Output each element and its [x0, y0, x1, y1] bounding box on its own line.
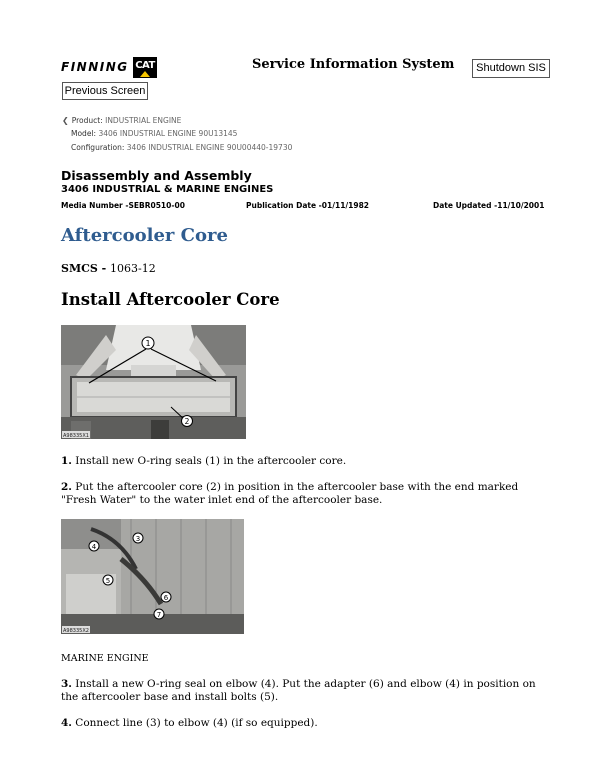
step-3-text: Install a new O-ring seal on elbow (4). Put the adapter (6) and elbow (4) in position on the aftercooler base and install bolts (5). — [61, 678, 536, 703]
step-4 — [61, 717, 551, 730]
cat-triangle-icon — [140, 71, 150, 77]
config-value: 3406 INDUSTRIAL ENGINE 90U00440-19730 — [126, 143, 293, 152]
callout-4: 4 — [91, 543, 97, 551]
step-3-number: 3. — [61, 678, 72, 690]
step-2-text: Put the aftercooler core (2) in position in the aftercooler base with the end marked "Fresh Water" to the water inlet end of the aftercooler base. — [61, 481, 519, 506]
media-number: Media Number -SEBR0510-00 — [61, 201, 185, 210]
callout-6: 6 — [163, 594, 169, 602]
callout-2: 2 — [184, 417, 190, 426]
meta-product[interactable] — [62, 116, 181, 125]
previous-screen-button[interactable]: Previous Screen — [62, 82, 148, 100]
step-2 — [61, 481, 551, 507]
publication-date: Publication Date -01/11/1982 — [246, 201, 370, 210]
cat-badge-text: CAT — [135, 60, 155, 71]
model-label: Model: — [71, 129, 97, 138]
marine-engine-photo — [61, 519, 244, 634]
marine-engine-label: MARINE ENGINE — [61, 653, 149, 664]
product-label: Product: — [71, 116, 103, 125]
step-2-number: 2. — [61, 481, 72, 493]
config-label: Configuration: — [71, 143, 125, 152]
meta-configuration — [71, 143, 292, 152]
smcs-value: 1063-12 — [110, 262, 156, 275]
document-engine: 3406 INDUSTRIAL & MARINE ENGINES — [61, 184, 274, 195]
smcs-label: SMCS - — [61, 262, 111, 275]
step-1 — [61, 455, 551, 468]
date-updated: Date Updated -11/10/2001 — [433, 201, 545, 210]
callout-7: 7 — [156, 611, 162, 619]
product-value: INDUSTRIAL ENGINE — [105, 116, 182, 125]
step-4-text: Connect line (3) to elbow (4) (if so equipped). — [71, 717, 318, 729]
shutdown-sis-button[interactable]: Shutdown SIS — [472, 59, 550, 78]
step-1-number: 1. — [61, 455, 72, 467]
photo1-id: A98335X1 — [63, 433, 89, 439]
finning-cat-logo — [61, 57, 157, 79]
callout-1: 1 — [145, 339, 151, 348]
step-4-number: 4. — [61, 717, 72, 729]
smcs-code — [61, 262, 156, 275]
logo-text: FINNING — [61, 60, 129, 74]
photo2-id: A98335X2 — [63, 628, 89, 634]
cat-badge — [133, 57, 157, 78]
meta-model — [71, 129, 237, 138]
callout-5: 5 — [105, 577, 111, 585]
callout-3: 3 — [135, 535, 141, 543]
document-type: Disassembly and Assembly — [61, 168, 252, 183]
procedure-title: Install Aftercooler Core — [61, 290, 280, 309]
photo2-illustration — [61, 519, 244, 634]
app-title: Service Information System — [252, 57, 455, 72]
photo1-illustration — [61, 325, 246, 439]
section-title: Aftercooler Core — [61, 225, 228, 246]
chevron-left-icon[interactable]: ❮ — [62, 116, 69, 125]
step-1-text: Install new O-ring seals (1) in the aftercooler core. — [71, 455, 347, 467]
model-value: 3406 INDUSTRIAL ENGINE 90U13145 — [98, 129, 238, 138]
step-3 — [61, 678, 551, 704]
aftercooler-core-photo — [61, 325, 246, 439]
